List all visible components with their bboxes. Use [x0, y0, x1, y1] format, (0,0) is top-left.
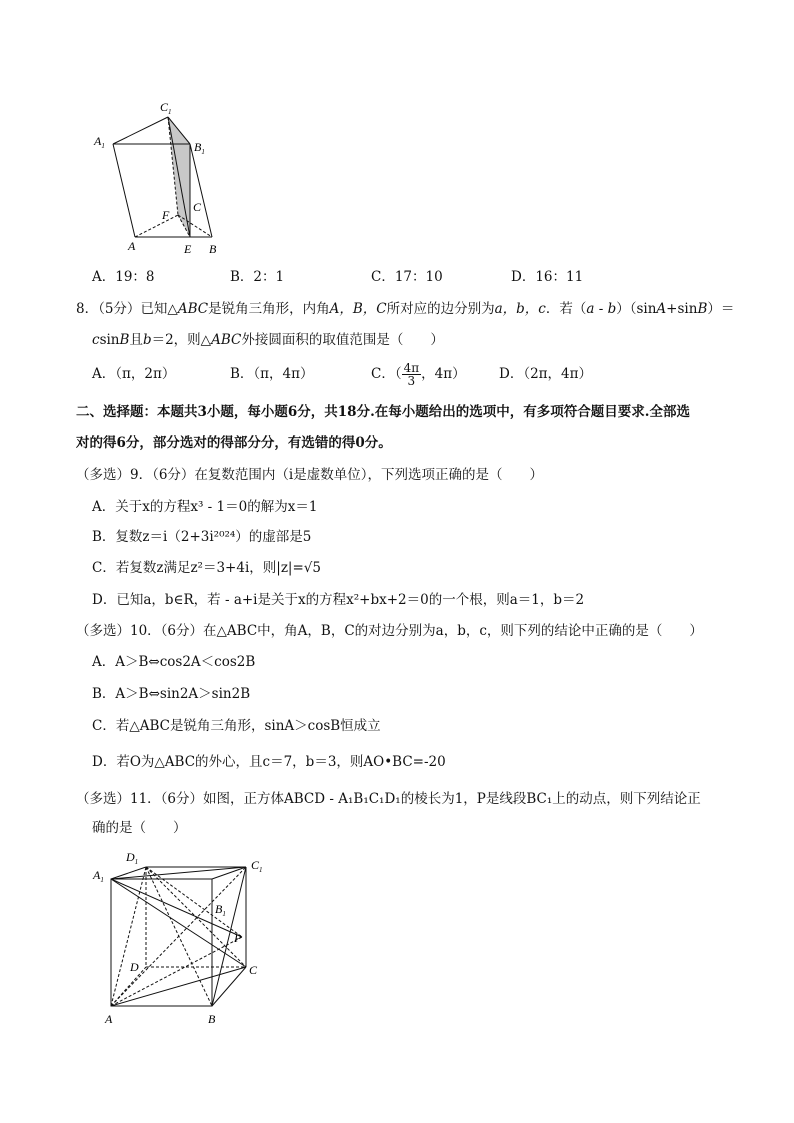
label-D1: $D_1$ — [126, 850, 139, 866]
section2-heading-line1: 二、选择题：本题共3小题，每小题6分，共18分.在每小题给出的选项中，有多项符合题目要求.全部选 — [76, 404, 690, 420]
label-A1: $A_1$ — [94, 134, 105, 150]
label-C: C — [193, 200, 202, 214]
q9-option-b: B．复数z＝i（2+3i²⁰²⁴）的虚部是5 — [92, 529, 312, 545]
label-B: B — [208, 1012, 216, 1026]
label-F: F — [162, 208, 170, 222]
label-A1: $A_1$ — [93, 868, 104, 884]
q10-stem: （多选）10．（6分）在△ABC中，角A，B，C的对边分别为a，b，c，则下列的结论中正确的是（ ） — [76, 623, 703, 639]
q10-option-d: D．若O为△ABC的外心，且c＝7，b＝3，则AO•BC=-20 — [92, 754, 446, 770]
q10-option-c: C．若△ABC是锐角三角形，sinA＞cosB恒成立 — [92, 718, 381, 734]
q8-option-d: D．（2π，4π） — [499, 366, 592, 382]
q11-stem-line1: （多选）11．（6分）如图，正方体ABCD - A₁B₁C₁D₁的棱长为1，P是线段BC₁上的动点，则下列结论正 — [76, 791, 701, 807]
fraction-4pi-3: $\frac{4\pi}{3}$ — [403, 361, 420, 388]
q10-option-a: A．A＞B⇔cos2A＜cos2B — [92, 654, 256, 670]
label-B1: $B_1$ — [194, 140, 205, 156]
q7-option-d: D．16：11 — [511, 269, 584, 285]
q8-stem-line1: 8．（5分）已知△ABC是锐角三角形，内角A，B，C所对应的边分别为a，b，c．若（a - b）（sinA+sinB）＝ — [76, 301, 735, 317]
label-C1: $C_1$ — [160, 100, 172, 116]
q7-option-a: A．19：8 — [92, 269, 155, 285]
prism-figure — [90, 95, 230, 260]
label-B1: $B_1$ — [215, 902, 226, 918]
label-P: P — [234, 931, 242, 945]
label-E: E — [184, 242, 192, 256]
cube-figure — [90, 845, 280, 1030]
q9-option-c: C．若复数z满足z²＝3+4i，则|z|=√5 — [92, 560, 321, 576]
q8-option-a: A．（π，2π） — [92, 366, 176, 382]
q7-option-c: C．17：10 — [371, 269, 443, 285]
q9-option-d: D．已知a，b∈R，若 - a+i是关于x的方程x²+bx+2＝0的一个根，则a＝1，b＝2 — [92, 592, 585, 608]
label-A: A — [105, 1012, 113, 1026]
label-D: D — [130, 960, 139, 974]
section2-heading-line2: 对的得6分，部分选对的得部分分，有选错的得0分。 — [76, 435, 392, 451]
q10-option-b: B．A＞B⇔sin2A＞sin2B — [92, 686, 251, 702]
q8-option-b: B．（π，4π） — [230, 366, 314, 382]
q7-option-b: B．2：1 — [230, 269, 285, 285]
q8-stem-line2: csinB且b＝2，则△ABC外接圆面积的取值范围是（ ） — [92, 332, 444, 348]
q11-stem-line2: 确的是（ ） — [92, 820, 187, 836]
q9-stem: （多选）9．（6分）在复数范围内（i是虚数单位），下列选项正确的是（ ） — [76, 467, 543, 483]
q8-option-c: C．（ $\frac{4\pi}{3}$ ，4π） — [371, 361, 466, 388]
label-C1: $C_1$ — [251, 858, 263, 874]
label-B: B — [209, 242, 217, 256]
label-A: A — [128, 239, 136, 253]
label-C: C — [249, 963, 258, 977]
q9-option-a: A．关于x的方程x³ - 1＝0的解为x＝1 — [92, 499, 318, 515]
